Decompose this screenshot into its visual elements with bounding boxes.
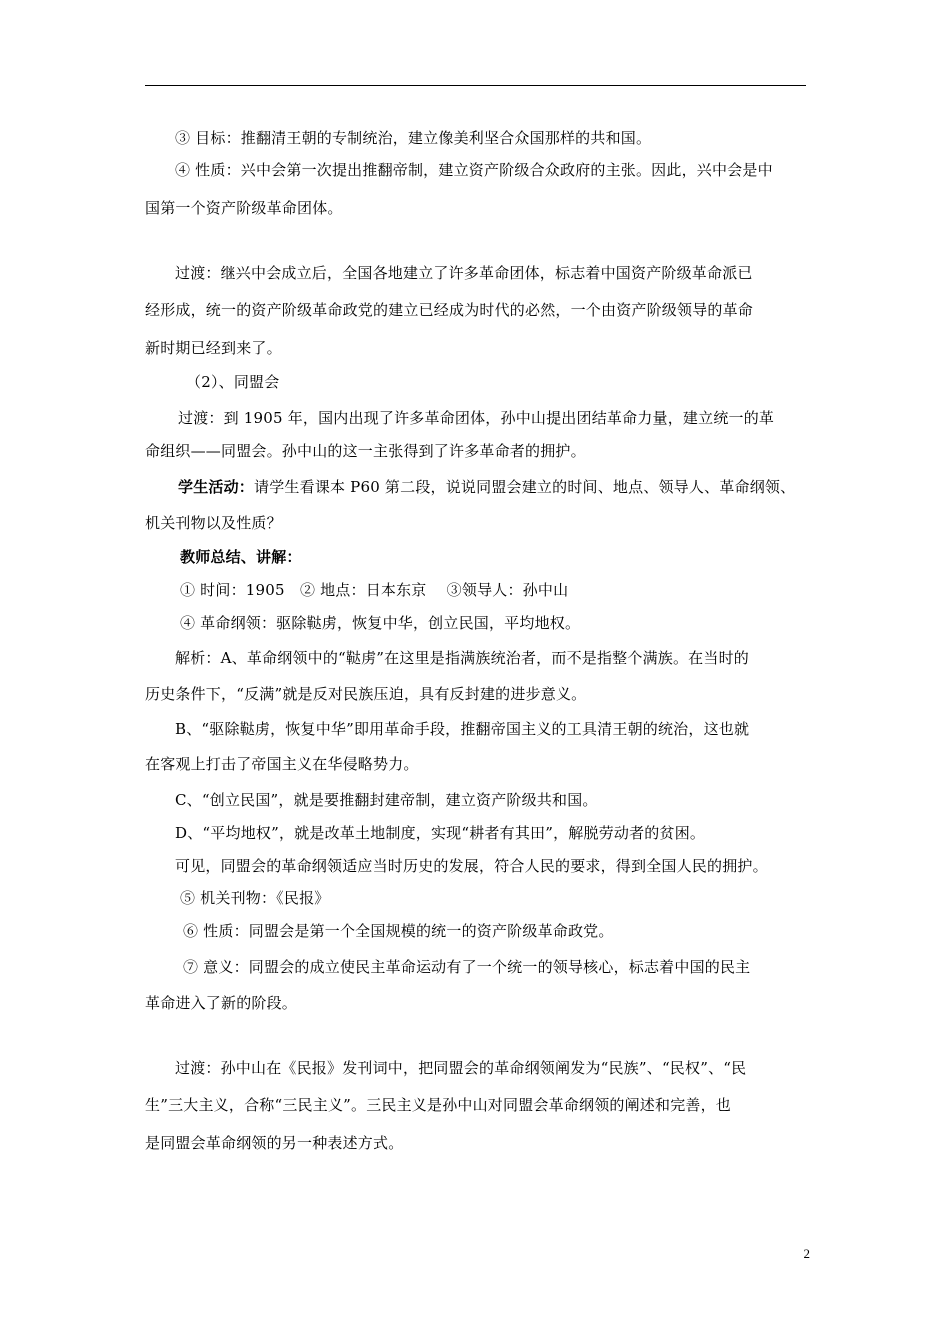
text-line: ④ 革命纲领：驱除鞑虏，恢复中华，创立民国，平均地权。 xyxy=(180,614,581,632)
text-line: 是同盟会革命纲领的另一种表述方式。 xyxy=(145,1134,404,1152)
text-line: 新时期已经到来了。 xyxy=(145,339,282,357)
text-line: C、“创立民国”，就是要推翻封建帝制，建立资产阶级共和国。 xyxy=(175,791,598,809)
student-activity-text: 请学生看课本 P60 第二段，说说同盟会建立的时间、地点、领导人、革命纲领、 xyxy=(254,478,796,496)
text-line: 革命进入了新的阶段。 xyxy=(145,994,298,1012)
text-line: 国第一个资产阶级革命团体。 xyxy=(145,199,343,217)
text-line: ① 时间：1905 ② 地点：日本东京 ③领导人：孙中山 xyxy=(180,581,569,599)
text-line: 过渡：继兴中会成立后，全国各地建立了许多革命团体，标志着中国资产阶级革命派已 xyxy=(175,264,753,282)
header-rule xyxy=(145,85,806,86)
text-line: 解析：A、革命纲领中的“鞑虏”在这里是指满族统治者，而不是指整个满族。在当时的 xyxy=(175,649,749,667)
text-line: 在客观上打击了帝国主义在华侵略势力。 xyxy=(145,755,419,773)
text-line: ⑦ 意义：同盟会的成立使民主革命运动有了一个统一的领导核心，标志着中国的民主 xyxy=(183,958,751,976)
teacher-summary-heading: 教师总结、讲解： xyxy=(180,548,302,566)
page-number: 2 xyxy=(803,1246,810,1261)
text-line: 生”三大主义，合称“三民主义”。三民主义是孙中山对同盟会革命纲领的阐述和完善，也 xyxy=(145,1096,732,1114)
text-line: 可见，同盟会的革命纲领适应当时历史的发展，符合人民的要求，得到全国人民的拥护。 xyxy=(175,857,768,875)
student-activity-line xyxy=(178,476,843,498)
text-line: ④ 性质：兴中会第一次提出推翻帝制，建立资产阶级合众政府的主张。因此，兴中会是中 xyxy=(175,161,773,179)
text-line: 过渡：孙中山在《民报》发刊词中，把同盟会的革命纲领阐发为“民族”、“民权”、“民 xyxy=(175,1059,747,1077)
text-line: 历史条件下，“反满”就是反对民族压迫，具有反封建的进步意义。 xyxy=(145,685,587,703)
text-line: ⑤ 机关刊物：《民报》 xyxy=(180,889,330,907)
section-heading: （2）、同盟会 xyxy=(186,373,280,391)
text-line: D、“平均地权”，就是改革土地制度，实现“耕者有其田”，解脱劳动者的贫困。 xyxy=(175,824,706,842)
student-activity-label: 学生活动： xyxy=(178,478,255,496)
text-line: 过渡：到 1905 年，国内出现了许多革命团体，孙中山提出团结革命力量，建立统一的革 xyxy=(178,409,775,427)
text-line: B、“驱除鞑虏，恢复中华”即用革命手段，推翻帝国主义的工具清王朝的统治，这也就 xyxy=(175,720,750,738)
text-line: ⑥ 性质：同盟会是第一个全国规模的统一的资产阶级革命政党。 xyxy=(183,922,614,940)
text-line: 经形成，统一的资产阶级革命政党的建立已经成为时代的必然，一个由资产阶级领导的革命 xyxy=(145,301,754,319)
text-line: 机关刊物以及性质？ xyxy=(145,514,282,532)
text-line: 命组织——同盟会。孙中山的这一主张得到了许多革命者的拥护。 xyxy=(145,442,586,460)
text-line: ③ 目标：推翻清王朝的专制统治，建立像美利坚合众国那样的共和国。 xyxy=(175,129,652,147)
